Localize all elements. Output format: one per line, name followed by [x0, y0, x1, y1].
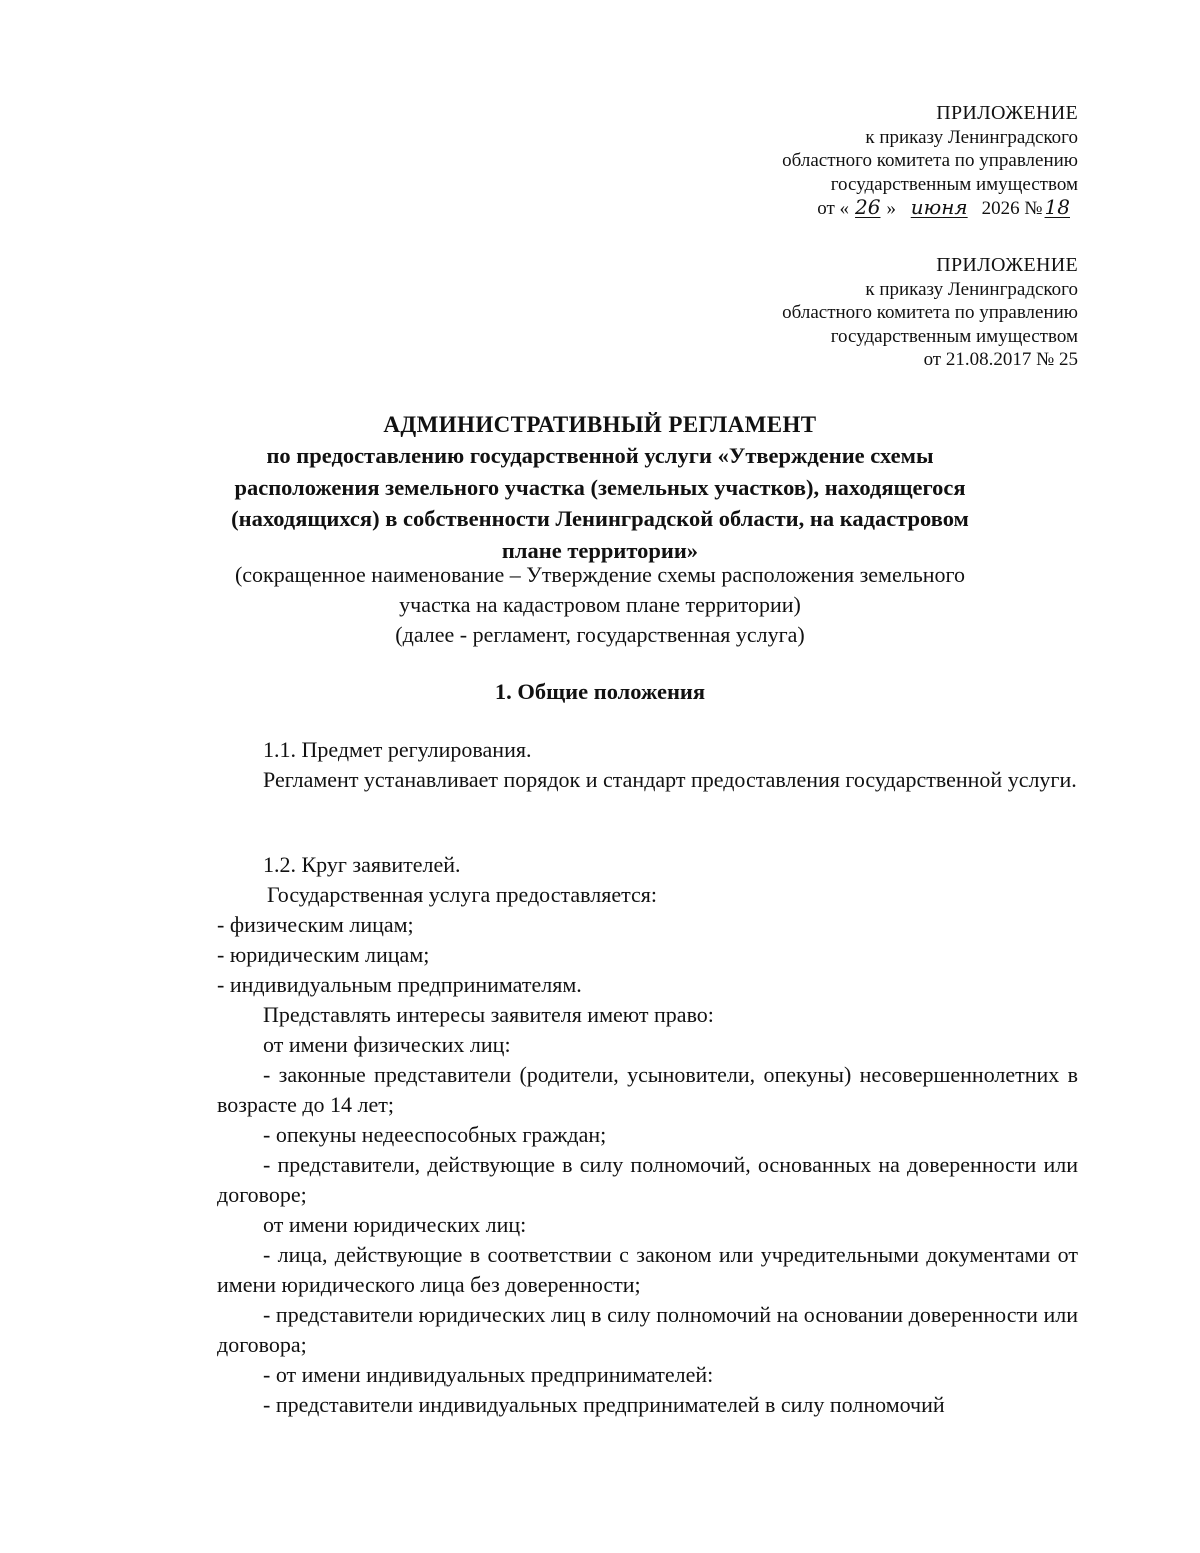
- annex-line: государственным имуществом: [830, 173, 1078, 195]
- handwritten-number: 18: [1044, 195, 1070, 219]
- annex-date-line: [782, 196, 1078, 221]
- document-subtitle: [200, 440, 1000, 566]
- short-name-line: (далее - регламент, государственная услуга): [395, 622, 805, 647]
- annex-line: к приказу Ленинградского: [865, 278, 1078, 300]
- section-heading: 1. Общие положения: [494, 679, 706, 704]
- document-body-2: [217, 850, 1078, 1420]
- list-item: - от имени индивидуальных предпринимателей:: [263, 1362, 714, 1387]
- date-mid: »: [886, 198, 896, 219]
- list-item: - юридическим лицам;: [217, 942, 430, 967]
- list-item: - представители, действующие в силу полномочий, основанных на доверенности или договоре;: [217, 1152, 1078, 1207]
- annex-line: к приказу Ленинградского: [865, 126, 1078, 148]
- list-item: - опекуны недееспособных граждан;: [263, 1122, 607, 1147]
- short-name-line: участка на кадастровом плане территории): [399, 592, 801, 617]
- list-item: - индивидуальным предпринимателям.: [217, 972, 582, 997]
- paragraph: от имени физических лиц:: [263, 1032, 511, 1057]
- short-name-block: [200, 560, 1000, 650]
- paragraph: Государственная услуга предоставляется:: [267, 882, 657, 907]
- annex-line: областного комитета по управлению: [782, 302, 1078, 323]
- date-year: 2026 №: [981, 198, 1043, 219]
- short-name-line: (сокращенное наименование – Утверждение схемы расположения земельного: [234, 562, 966, 587]
- annex-line: государственным имуществом: [830, 325, 1078, 347]
- handwritten-day: 26: [855, 195, 881, 219]
- subtitle-line: расположения земельного участка (земельных участков), находящегося: [234, 474, 966, 500]
- subtitle-line: по предоставлению государственной услуги «Утверждение схемы: [266, 443, 934, 468]
- list-item: - лица, действующие в соответствии с законом или учредительными документами от имени юридического лица без доверенности;: [217, 1242, 1078, 1297]
- paragraph: Представлять интересы заявителя имеют право:: [263, 1002, 714, 1027]
- paragraph: от имени юридических лиц:: [263, 1212, 527, 1237]
- document-body-1: [217, 735, 1078, 795]
- annex-date-line: от 21.08.2017 № 25: [923, 349, 1078, 370]
- list-item: - представители индивидуальных предпринимателей в силу полномочий: [263, 1392, 945, 1417]
- subtitle-line: плане территории»: [501, 537, 699, 563]
- subsection-heading: 1.1. Предмет регулирования.: [263, 737, 532, 762]
- annex-header-old: [782, 254, 1078, 372]
- date-prefix: от «: [817, 198, 850, 219]
- annex-header-new: [782, 102, 1078, 221]
- paragraph: Регламент устанавливает порядок и стандарт предоставления государственной услуги.: [263, 767, 1077, 792]
- annex-line: областного комитета по управлению: [782, 150, 1078, 171]
- list-item: - представители юридических лиц в силу полномочий на основании доверенности или договора;: [217, 1302, 1078, 1357]
- list-item: - физическим лицам;: [217, 912, 414, 937]
- document-title: АДМИНИСТРАТИВНЫЙ РЕГЛАМЕНТ: [383, 412, 817, 437]
- subsection-heading: 1.2. Круг заявителей.: [263, 852, 461, 877]
- handwritten-month: июня: [910, 195, 968, 219]
- list-item: - законные представители (родители, усыновители, опекуны) несовершеннолетних в возрасте до 14 лет;: [217, 1062, 1078, 1117]
- annex-title: ПРИЛОЖЕНИЕ: [936, 254, 1078, 276]
- annex-title: ПРИЛОЖЕНИЕ: [936, 102, 1078, 124]
- subtitle-line: (находящихся) в собственности Ленинградской области, на кадастровом: [231, 506, 969, 531]
